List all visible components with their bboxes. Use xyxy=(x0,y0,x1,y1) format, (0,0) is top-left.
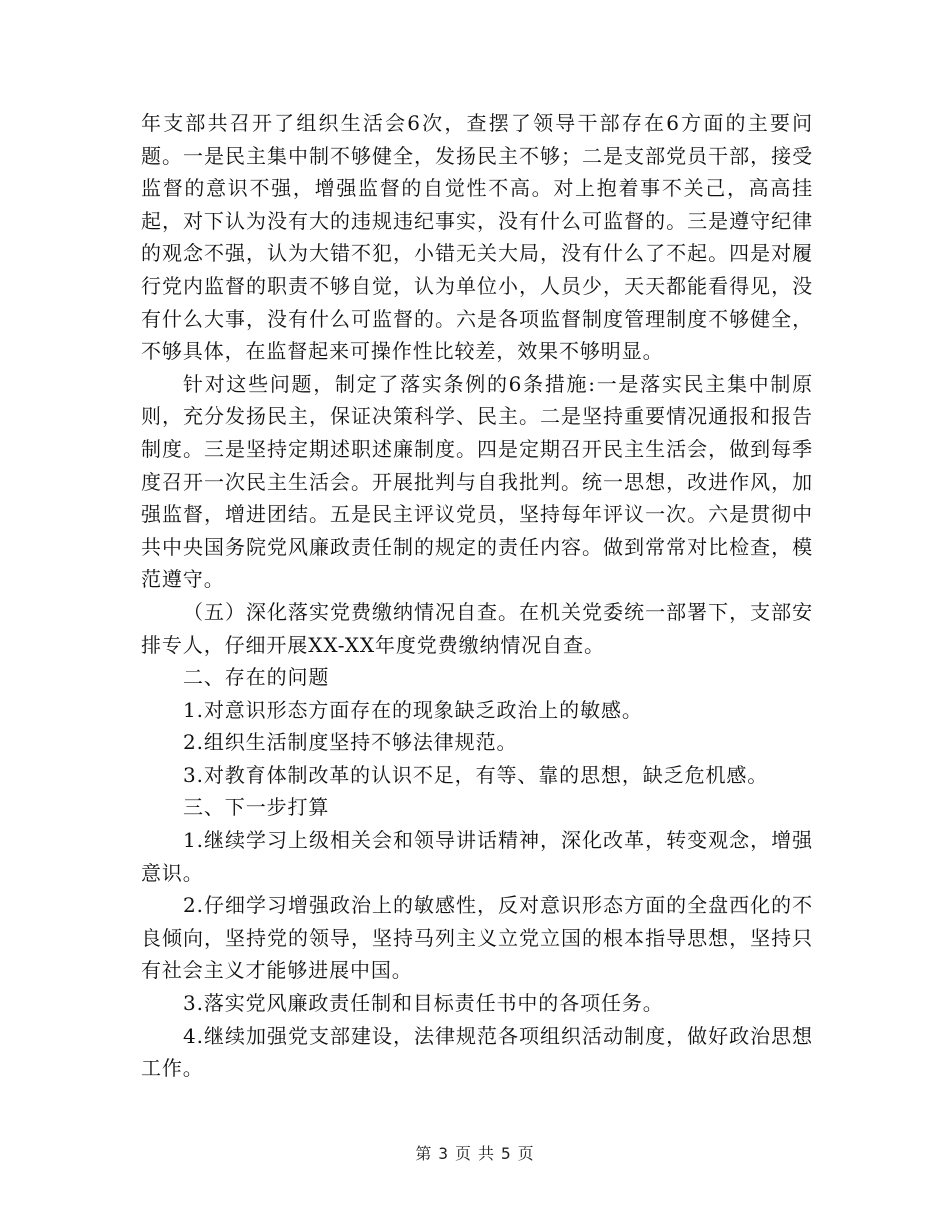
footer-page-number: 3 xyxy=(438,1144,449,1163)
document-body xyxy=(141,107,813,1085)
footer-total-pages: 5 xyxy=(501,1144,512,1163)
paragraph-continuation: 年支部共召开了组织生活会6次，查摆了领导干部存在6方面的主要问题。一是民主集中制不够健全，发扬民主不够；二是支部党员干部，接受监督的意识不强，增强监督的自觉性不高。对上抱着事不关己，高高挂起，对下认为没有大的违规违纪事实，没有什么可监督的。三是遵守纪律的观念不强，认为大错不犯，小错无关大局，没有什么了不起。四是对履行党内监督的职责不够自觉，认为单位小，人员少，天天都能看得见，没有什么大事，没有什么可监督的。六是各项监督制度管理制度不够健全，不够具体，在监督起来可操作性比较差，效果不够明显。 xyxy=(141,111,813,364)
footer-page-unit: 页 xyxy=(454,1144,472,1163)
page-footer xyxy=(0,1141,950,1164)
plan-item-4: 4.继续加强党支部建设，法律规范各项组织活动制度，做好政治思想工作。 xyxy=(141,1023,813,1081)
paragraph-measures: 针对这些问题，制定了落实条例的6条措施:一是落实民主集中制原则，充分发扬民主，保证决策科学、民主。二是坚持重要情况通报和报告制度。三是坚持定期述职述廉制度。四是定期召开民主生活会，做到每季度召开一次民主生活会。开展批判与自我批判。统一思想，改进作风，加强监督，增进团结。五是民主评议党员，坚持每年评议一次。六是贯彻中共中央国务院党风廉政责任制的规定的责任内容。做到常常对比检查，模范遵守。 xyxy=(141,371,813,592)
footer-page-prefix: 第 xyxy=(415,1144,433,1163)
plan-item-2: 2.仔细学习增强政治上的敏感性，反对意识形态方面的全盘西化的不良倾向，坚持党的领导，坚持马列主义立党立国的根本指导思想，坚持只有社会主义才能够进展中国。 xyxy=(141,893,813,983)
paragraph-party-dues: （五）深化落实党费缴纳情况自查。在机关党委统一部署下，支部安排专人，仔细开展XX-XX年度党费缴纳情况自查。 xyxy=(141,599,813,657)
problem-item-2: 2.组织生活制度坚持不够法律规范。 xyxy=(183,730,518,755)
section-heading-next-steps: 三、下一步打算 xyxy=(183,795,330,820)
problem-item-1: 1.对意识形态方面存在的现象缺乏政治上的敏感。 xyxy=(183,697,643,722)
footer-total-prefix: 共 xyxy=(478,1144,496,1163)
plan-item-3: 3.落实党风廉政责任制和目标责任书中的各项任务。 xyxy=(183,991,664,1016)
section-heading-problems: 二、存在的问题 xyxy=(183,665,330,690)
footer-total-unit: 页 xyxy=(517,1144,535,1163)
problem-item-3: 3.对教育体制改革的认识不足，有等、靠的思想，缺乏危机感。 xyxy=(183,762,769,787)
plan-item-1: 1.继续学习上级相关会和领导讲话精神，深化改革，转变观念，增强意识。 xyxy=(141,828,813,885)
